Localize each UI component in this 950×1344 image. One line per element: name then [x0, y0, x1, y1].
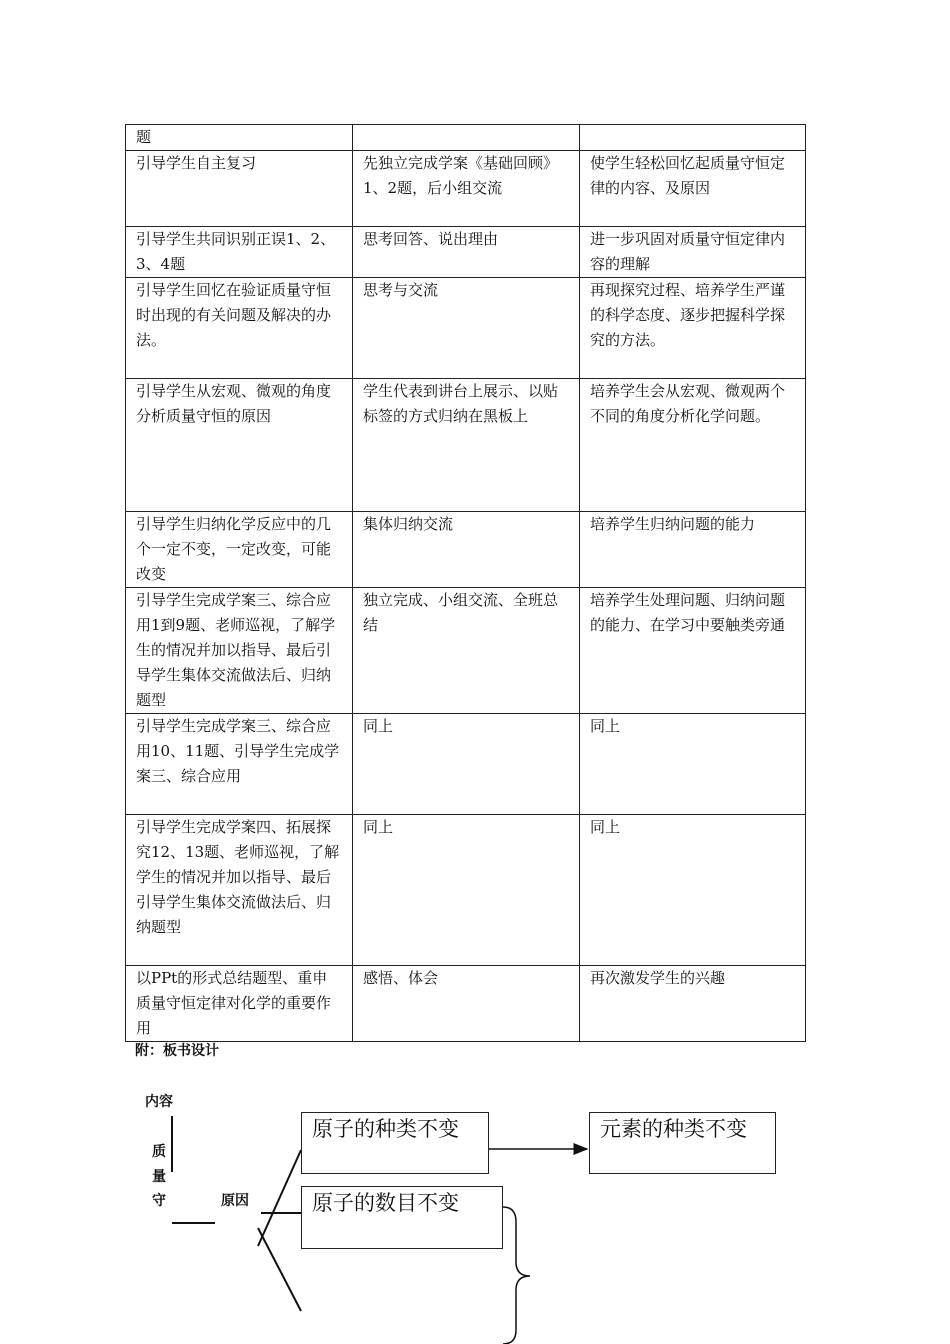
- design-intent-cell: 同上: [580, 815, 806, 966]
- teacher-activity-cell: 引导学生完成学案四、拓展探究12、13题、老师巡视，了解学生的情况并加以指导、最后引导学生集体交流做法后、归纳题型: [126, 815, 353, 966]
- right-brace: [503, 1207, 530, 1344]
- design-intent-cell: 再次激发学生的兴趣: [580, 966, 806, 1042]
- vertical-label-2: 量: [152, 1169, 166, 1185]
- content-label: 内容: [145, 1094, 173, 1110]
- student-activity-cell: 学生代表到讲台上展示、以贴标签的方式归纳在黑板上: [353, 379, 580, 512]
- student-activity-cell: 先独立完成学案《基础回顾》1、2题，后小组交流: [353, 151, 580, 227]
- student-activity-cell: 同上: [353, 815, 580, 966]
- teacher-activity-cell: 引导学生回忆在验证质量守恒时出现的有关问题及解决的办法。: [126, 278, 353, 379]
- branch-line-bottom: [258, 1228, 301, 1311]
- vertical-label-3: 守: [152, 1193, 166, 1209]
- design-intent-cell: 同上: [580, 714, 806, 815]
- student-activity-cell: 集体归纳交流: [353, 512, 580, 588]
- design-intent-cell: 培养学生处理问题、归纳问题的能力、在学习中要触类旁通: [580, 588, 806, 714]
- board-design-heading: 附：板书设计: [135, 1043, 219, 1059]
- reason-label: 原因: [221, 1193, 249, 1209]
- student-activity-cell: 思考与交流: [353, 278, 580, 379]
- teacher-activity-cell: 引导学生完成学案三、综合应用1到9题、老师巡视，了解学生的情况并加以指导、最后引导学生集体交流做法后、归纳题型: [126, 588, 353, 714]
- student-activity-cell: 思考回答、说出理由: [353, 227, 580, 278]
- teacher-activity-cell: 引导学生共同识别正误1、2、3、4题: [126, 227, 353, 278]
- teacher-activity-cell: 题: [126, 125, 353, 151]
- teacher-activity-cell: 引导学生归纳化学反应中的几个一定不变，一定改变，可能改变: [126, 512, 353, 588]
- design-intent-cell: 使学生轻松回忆起质量守恒定律的内容、及原因: [580, 151, 806, 227]
- teacher-activity-cell: 以PPt的形式总结题型、重申质量守恒定律对化学的重要作用: [126, 966, 353, 1042]
- vertical-label-1: 质: [152, 1144, 166, 1160]
- atom-kind-box: 原子的种类不变: [301, 1112, 489, 1174]
- teacher-activity-cell: 引导学生从宏观、微观的角度分析质量守恒的原因: [126, 379, 353, 512]
- design-intent-cell: 培养学生归纳问题的能力: [580, 512, 806, 588]
- student-activity-cell: 感悟、体会: [353, 966, 580, 1042]
- design-intent-cell: 进一步巩固对质量守恒定律内容的理解: [580, 227, 806, 278]
- element-kind-box: 元素的种类不变: [589, 1112, 776, 1174]
- teacher-activity-cell: 引导学生完成学案三、综合应用10、11题、引导学生完成学案三、综合应用: [126, 714, 353, 815]
- student-activity-cell: 独立完成、小组交流、全班总结: [353, 588, 580, 714]
- student-activity-cell: 同上: [353, 714, 580, 815]
- atom-number-box: 原子的数目不变: [301, 1186, 503, 1249]
- design-intent-cell: 培养学生会从宏观、微观两个不同的角度分析化学问题。: [580, 379, 806, 512]
- teacher-activity-cell: 引导学生自主复习: [126, 151, 353, 227]
- design-intent-cell: 再现探究过程、培养学生严谨的科学态度、逐步把握科学探究的方法。: [580, 278, 806, 379]
- branch-line-top: [258, 1150, 301, 1246]
